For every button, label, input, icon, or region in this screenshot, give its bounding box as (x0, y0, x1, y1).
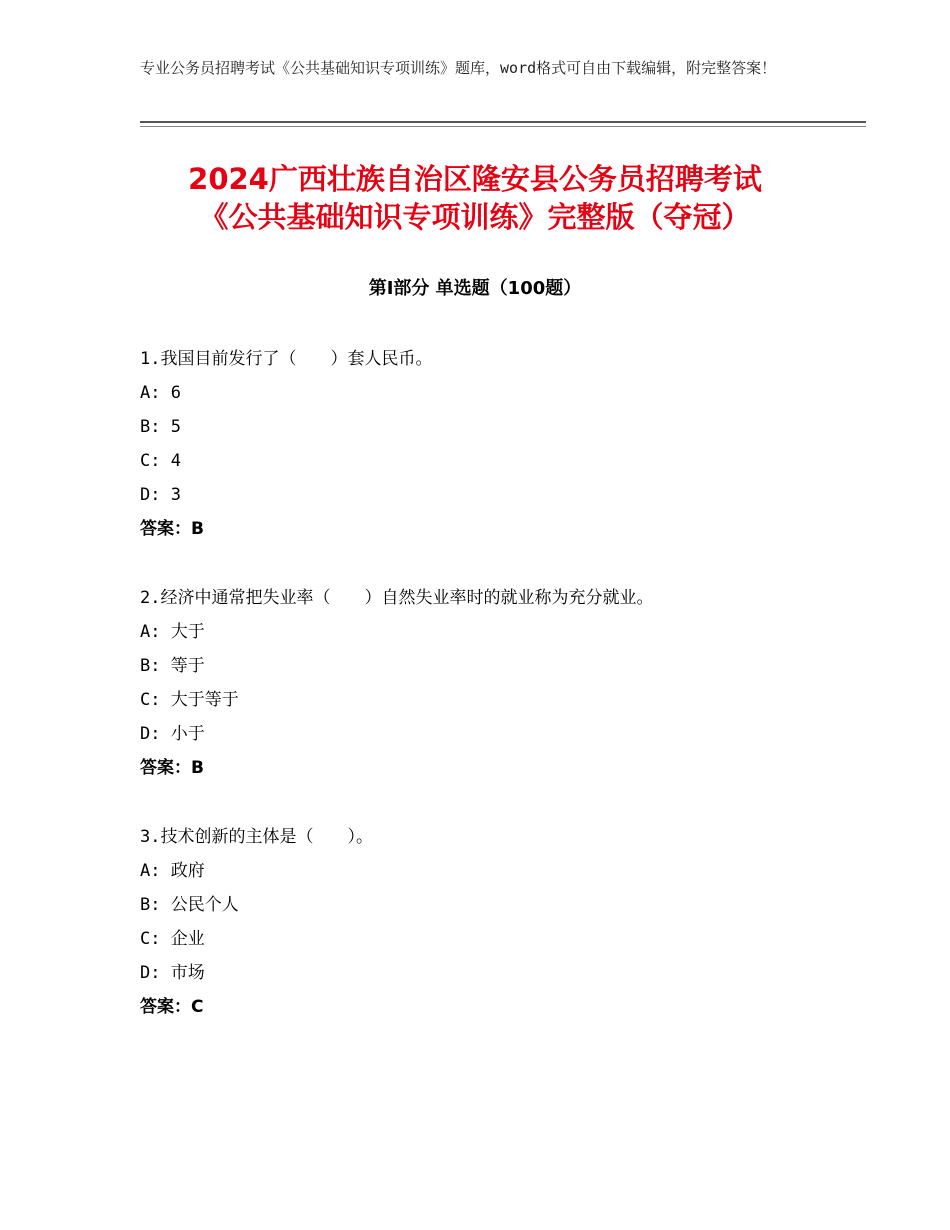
question-stem: 2.经济中通常把失业率（ ）自然失业率时的就业称为充分就业。 (140, 588, 654, 608)
answer: 答案：B (140, 758, 204, 778)
question-2 (140, 581, 840, 785)
header-rule-thin (140, 126, 866, 127)
option-c: C: 企业 (140, 929, 205, 949)
document-title (110, 160, 840, 236)
answer: 答案：B (140, 519, 204, 539)
question-1 (140, 342, 840, 546)
question-stem: 3.技术创新的主体是（ ）。 (140, 827, 373, 847)
title-line-2: 《公共基础知识专项训练》完整版（夺冠） (199, 200, 751, 234)
option-d: D: 小于 (140, 724, 205, 744)
question-stem: 1.我国目前发行了（ ）套人民币。 (140, 349, 433, 369)
title-line-1: 2024广西壮族自治区隆安县公务员招聘考试 (188, 162, 762, 196)
header-note: 专业公务员招聘考试《公共基础知识专项训练》题库，word格式可自由下载编辑，附完整答案！ (140, 59, 777, 77)
option-a: A: 大于 (140, 622, 205, 642)
option-b: B: 5 (140, 417, 181, 437)
option-b: B: 等于 (140, 656, 205, 676)
header-rule-thick (140, 121, 866, 123)
section-title: 第Ⅰ部分 单选题（100题） (368, 278, 582, 299)
answer: 答案：C (140, 997, 204, 1017)
option-d: D: 3 (140, 485, 181, 505)
option-c: C: 大于等于 (140, 690, 239, 710)
option-b: B: 公民个人 (140, 895, 239, 915)
question-3 (140, 820, 840, 1024)
option-a: A: 6 (140, 383, 181, 403)
option-d: D: 市场 (140, 963, 205, 983)
option-a: A: 政府 (140, 861, 205, 881)
option-c: C: 4 (140, 451, 181, 471)
